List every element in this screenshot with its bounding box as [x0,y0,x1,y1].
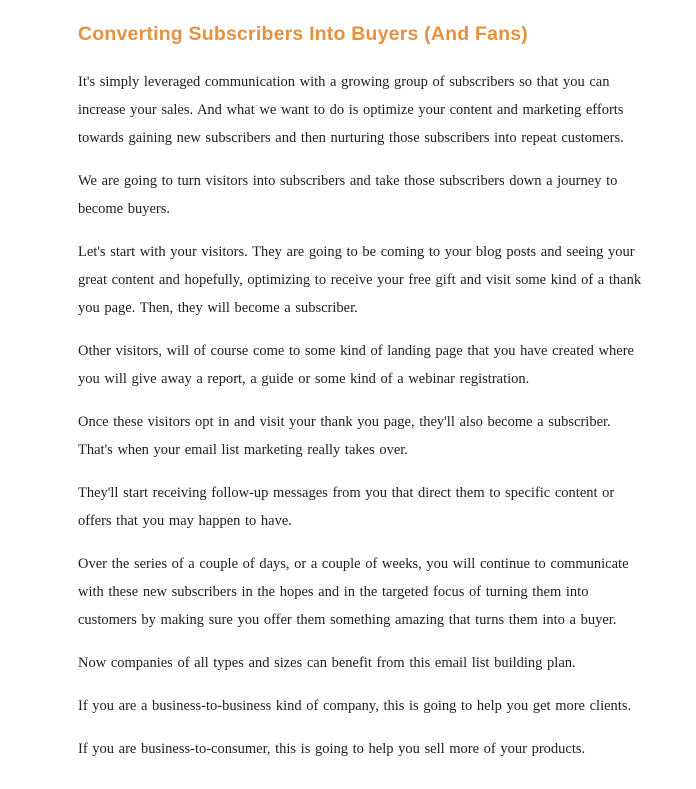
paragraph-8: Now companies of all types and sizes can benefit from this email list building plan. [78,655,576,671]
article-body [78,68,648,763]
paragraph-9: If you are a business-to-business kind of company, this is going to help you get more clients. [78,698,632,714]
paragraph-5: Once these visitors opt in and visit your thank you page, they'll also become a subscriber. That's when your email list marketing really takes over. [78,414,611,458]
paragraph-2: We are going to turn visitors into subscribers and take those subscribers down a journey to become buyers. [78,173,618,217]
paragraph-3: Let's start with your visitors. They are going to be coming to your blog posts and seeing your great content and hopefully, optimizing to receive your free gift and visit some kind of a thank you page. Then, they will become a subscriber. [78,244,642,316]
paragraph-6: They'll start receiving follow-up messages from you that direct them to specific content or offers that you may happen to have. [78,485,615,529]
page-title: Converting Subscribers Into Buyers (And Fans) [78,23,528,45]
paragraph-1: It's simply leveraged communication with a growing group of subscribers so that you can increase your sales. And what we want to do is optimize your content and marketing efforts towards gaining new subscribers and then nurturing those subscribers into repeat customers. [78,74,624,146]
paragraph-7: Over the series of a couple of days, or a couple of weeks, you will continue to communicate with these new subscribers in the hopes and in the targeted focus of turning them into customers by making sure you offer them something amazing that turns them into a buyer. [78,556,629,628]
paragraph-10: If you are business-to-consumer, this is going to help you sell more of your products. [78,741,586,757]
paragraph-4: Other visitors, will of course come to some kind of landing page that you have created where you will give away a report, a guide or some kind of a webinar registration. [78,343,634,387]
